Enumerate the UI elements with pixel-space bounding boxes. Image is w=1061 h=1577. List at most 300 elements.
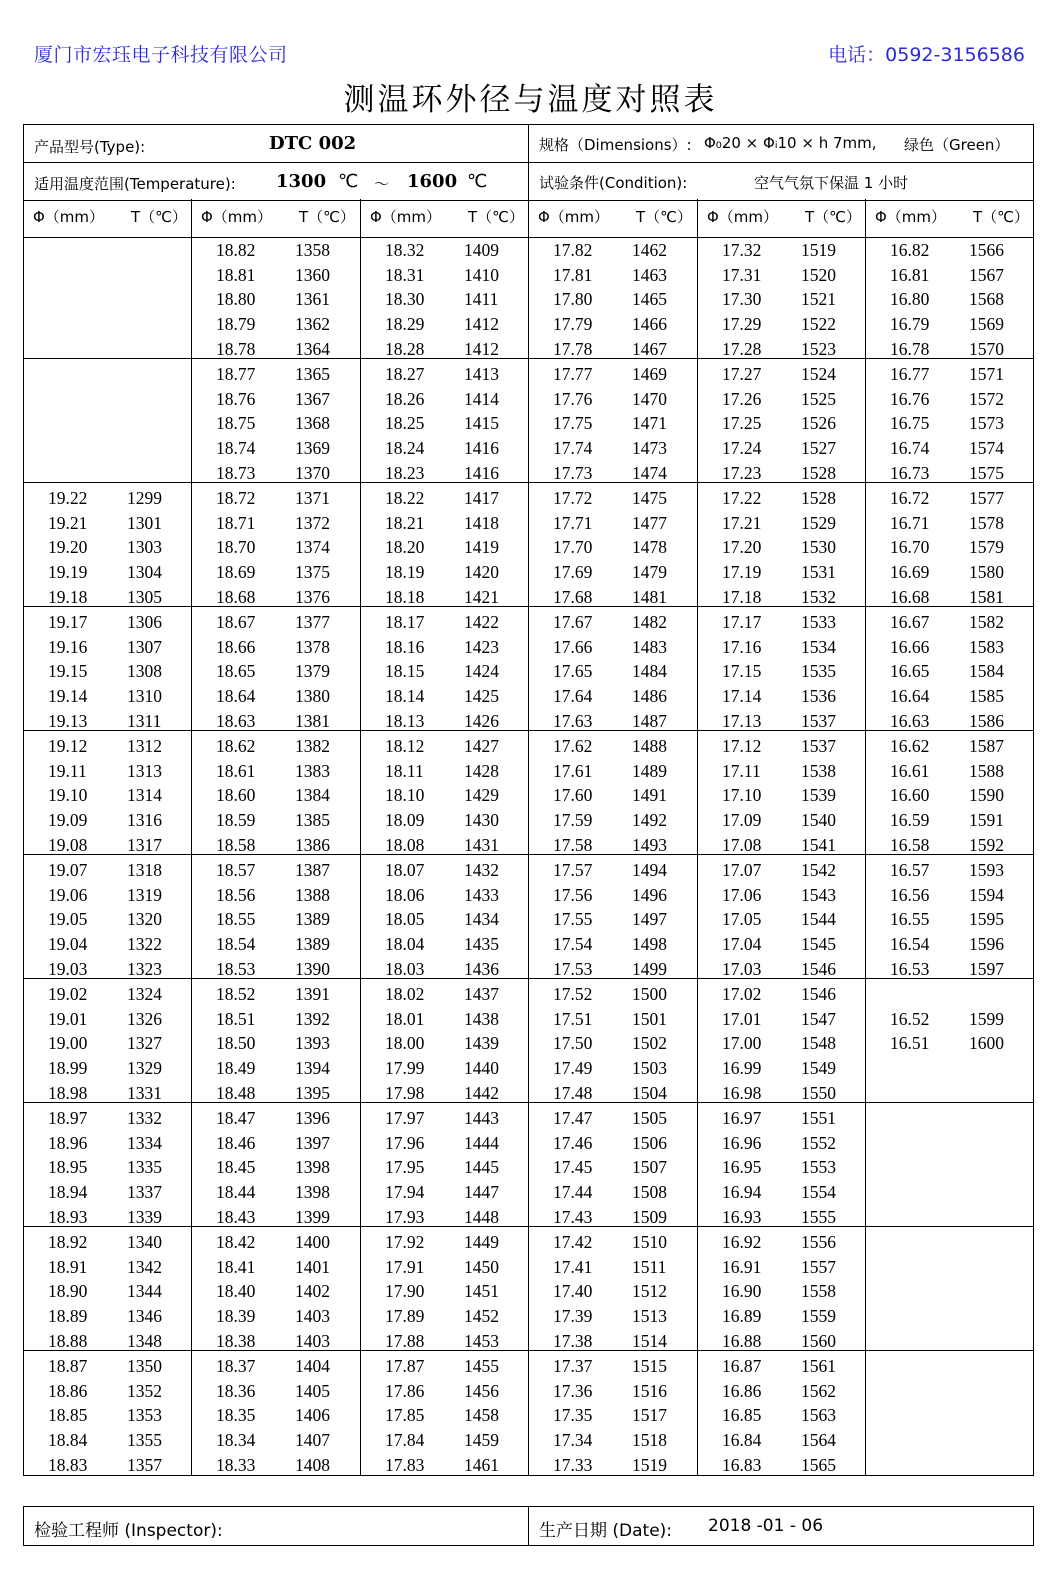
temperature-cell: 1571: [969, 364, 1004, 384]
diameter-cell: 18.04: [385, 934, 425, 955]
temperature-cell: 1344: [127, 1281, 162, 1302]
block-divider: [23, 854, 1034, 855]
diameter-cell: 17.88: [385, 1330, 425, 1351]
temperature-cell: 1581: [969, 586, 1004, 607]
temperature-cell: 1496: [632, 884, 667, 905]
diameter-cell: 19.06: [48, 884, 88, 905]
diameter-cell: 18.31: [385, 264, 425, 285]
temperature-cell: 1408: [295, 1454, 330, 1475]
temperature-cell: 1546: [801, 984, 836, 1004]
diameter-cell: 16.98: [722, 1082, 762, 1103]
temperature-cell: 1519: [632, 1454, 667, 1475]
diameter-cell: 18.86: [48, 1380, 88, 1401]
temperature-cell: 1573: [969, 413, 1004, 434]
diameter-cell: 17.31: [722, 264, 762, 285]
diameter-cell: 19.17: [48, 612, 88, 632]
temperature-cell: 1306: [127, 612, 162, 632]
diameter-cell: 17.63: [553, 710, 593, 731]
diameter-cell: 17.85: [385, 1405, 425, 1426]
diameter-cell: 17.50: [553, 1033, 593, 1054]
temperature-cell: 1524: [801, 364, 836, 384]
diameter-cell: 17.43: [553, 1206, 593, 1227]
temperature-cell: 1516: [632, 1380, 667, 1401]
temperature-cell: 1348: [127, 1330, 162, 1351]
temperature-cell: 1436: [464, 958, 499, 979]
temperature-cell: 1412: [464, 338, 499, 359]
temperature-cell: 1549: [801, 1058, 836, 1079]
temperature-cell: 1551: [801, 1108, 836, 1128]
temperature-cell: 1458: [464, 1405, 499, 1426]
diameter-cell: 17.66: [553, 636, 593, 657]
diameter-cell: 18.70: [216, 537, 256, 558]
diameter-cell: 17.87: [385, 1356, 425, 1376]
diameter-cell: 18.05: [385, 909, 425, 930]
temperature-cell: 1410: [464, 264, 499, 285]
temperature-cell: 1312: [127, 736, 162, 756]
temperature-cell: 1423: [464, 636, 499, 657]
diameter-cell: 17.84: [385, 1430, 425, 1451]
temperature-cell: 1504: [632, 1082, 667, 1103]
diameter-cell: 18.88: [48, 1330, 88, 1351]
temperature-cell: 1385: [295, 810, 330, 831]
page-title: 测温环外径与温度对照表: [343, 82, 718, 118]
temperature-cell: 1313: [127, 760, 162, 781]
temperature-cell: 1579: [969, 537, 1004, 558]
diameter-cell: 18.10: [385, 785, 425, 806]
diameter-cell: 18.52: [216, 984, 256, 1004]
temperature-cell: 1488: [632, 736, 667, 756]
temperature-cell: 1384: [295, 785, 330, 806]
temperature-cell: 1453: [464, 1330, 499, 1351]
temperature-cell: 1537: [801, 736, 836, 756]
diameter-cell: 18.33: [216, 1454, 256, 1475]
temperature-cell: 1400: [295, 1232, 330, 1252]
temperature-cell: 1311: [127, 710, 162, 731]
temperature-cell: 1397: [295, 1132, 330, 1153]
temperature-cell: 1494: [632, 860, 667, 880]
diameter-cell: 17.91: [385, 1256, 425, 1277]
diameter-cell: 18.00: [385, 1033, 425, 1054]
diameter-cell: 18.55: [216, 909, 256, 930]
diameter-cell: 16.70: [890, 537, 930, 558]
diameter-cell: 18.82: [216, 240, 256, 260]
temperature-cell: 1554: [801, 1182, 836, 1203]
diameter-cell: 17.29: [722, 314, 762, 335]
diameter-cell: 17.70: [553, 537, 593, 558]
temperature-cell: 1398: [295, 1157, 330, 1178]
diameter-cell: 17.21: [722, 512, 762, 533]
diameter-cell: 17.04: [722, 934, 762, 955]
diameter-cell: 17.72: [553, 488, 593, 508]
temperature-cell: 1515: [632, 1356, 667, 1376]
temperature-cell: 1378: [295, 636, 330, 657]
temperature-cell: 1417: [464, 488, 499, 508]
temperature-cell: 1416: [464, 438, 499, 459]
diameter-cell: 17.07: [722, 860, 762, 880]
diameter-cell: 17.93: [385, 1206, 425, 1227]
diameter-cell: 17.26: [722, 388, 762, 409]
diameter-cell: 16.88: [722, 1330, 762, 1351]
diameter-cell: 16.93: [722, 1206, 762, 1227]
temperature-cell: 1560: [801, 1330, 836, 1351]
temperature-cell: 1318: [127, 860, 162, 880]
temperature-cell: 1422: [464, 612, 499, 632]
temperature-cell: 1459: [464, 1430, 499, 1451]
temperature-cell: 1372: [295, 512, 330, 533]
diameter-cell: 18.11: [385, 760, 424, 781]
diameter-cell: 18.85: [48, 1405, 88, 1426]
temperature-max: 1600: [407, 171, 458, 192]
diameter-cell: 16.73: [890, 462, 930, 483]
divider: [865, 199, 866, 1476]
temperature-cell: 1428: [464, 760, 499, 781]
temperature-cell: 1299: [127, 488, 162, 508]
diameter-cell: 16.59: [890, 810, 930, 831]
diameter-cell: 18.39: [216, 1306, 256, 1327]
diameter-cell: 17.97: [385, 1108, 425, 1128]
block-divider: [23, 1226, 1034, 1227]
temperature-cell: 1530: [801, 537, 836, 558]
temperature-cell: 1517: [632, 1405, 667, 1426]
diameter-cell: 18.03: [385, 958, 425, 979]
diameter-cell: 17.59: [553, 810, 593, 831]
diameter-cell: 17.68: [553, 586, 593, 607]
diameter-cell: 17.45: [553, 1157, 593, 1178]
divider: [697, 199, 698, 1476]
diameter-cell: 17.99: [385, 1058, 425, 1079]
temperature-cell: 1578: [969, 512, 1004, 533]
temperature-cell: 1500: [632, 984, 667, 1004]
date-label: 生产日期 (Date):: [539, 1521, 673, 1541]
temperature-cell: 1588: [969, 760, 1004, 781]
diameter-cell: 17.28: [722, 338, 762, 359]
diameter-cell: 18.44: [216, 1182, 256, 1203]
temperature-cell: 1382: [295, 736, 330, 756]
temperature-cell: 1450: [464, 1256, 499, 1277]
diameter-cell: 18.62: [216, 736, 256, 756]
temperature-cell: 1448: [464, 1206, 499, 1227]
temperature-cell: 1388: [295, 884, 330, 905]
temperature-cell: 1402: [295, 1281, 330, 1302]
diameter-cell: 16.94: [722, 1182, 762, 1203]
temperature-cell: 1379: [295, 661, 330, 682]
divider: [528, 199, 529, 1476]
temperature-cell: 1521: [801, 289, 836, 310]
diameter-cell: 17.42: [553, 1232, 593, 1252]
temperature-cell: 1558: [801, 1281, 836, 1302]
temperature-cell: 1314: [127, 785, 162, 806]
temperature-cell: 1590: [969, 785, 1004, 806]
diameter-cell: 16.90: [722, 1281, 762, 1302]
block-divider: [23, 606, 1034, 607]
temperature-cell: 1518: [632, 1430, 667, 1451]
temperature-cell: 1303: [127, 537, 162, 558]
temperature-cell: 1565: [801, 1454, 836, 1475]
diameter-cell: 18.49: [216, 1058, 256, 1079]
diameter-cell: 16.55: [890, 909, 930, 930]
diameter-cell: 16.51: [890, 1033, 930, 1054]
temperature-cell: 1350: [127, 1356, 162, 1376]
temperature-cell: 1455: [464, 1356, 499, 1376]
temperature-min: 1300: [276, 171, 327, 192]
temperature-cell: 1442: [464, 1082, 499, 1103]
temperature-cell: 1506: [632, 1132, 667, 1153]
diameter-cell: 18.73: [216, 462, 256, 483]
temperature-cell: 1332: [127, 1108, 162, 1128]
temperature-cell: 1461: [464, 1454, 499, 1475]
temperature-cell: 1512: [632, 1281, 667, 1302]
diameter-cell: 18.66: [216, 636, 256, 657]
diameter-cell: 18.16: [385, 636, 425, 657]
diameter-cell: 18.45: [216, 1157, 256, 1178]
diameter-cell: 17.79: [553, 314, 593, 335]
temperature-cell: 1486: [632, 686, 667, 707]
diameter-cell: 18.22: [385, 488, 425, 508]
temperature-cell: 1594: [969, 884, 1004, 905]
temperature-cell: 1526: [801, 413, 836, 434]
diameter-cell: 19.16: [48, 636, 88, 657]
diameter-cell: 17.78: [553, 338, 593, 359]
column-header-phi: Φ（mm）: [370, 208, 442, 226]
temperature-cell: 1539: [801, 785, 836, 806]
diameter-cell: 17.12: [722, 736, 762, 756]
diameter-cell: 19.02: [48, 984, 88, 1004]
temperature-cell: 1355: [127, 1430, 162, 1451]
diameter-cell: 18.15: [385, 661, 425, 682]
temperature-cell: 1574: [969, 438, 1004, 459]
diameter-cell: 16.66: [890, 636, 930, 657]
diameter-cell: 17.83: [385, 1454, 425, 1475]
temperature-cell: 1564: [801, 1430, 836, 1451]
footer: [23, 1506, 1034, 1546]
column-header-t: T（℃）: [299, 208, 356, 226]
temperature-cell: 1398: [295, 1182, 330, 1203]
temperature-cell: 1593: [969, 860, 1004, 880]
temperature-cell: 1470: [632, 388, 667, 409]
temperature-cell: 1507: [632, 1157, 667, 1178]
column-header-t: T（℃）: [973, 208, 1030, 226]
block-divider: [23, 978, 1034, 979]
diameter-cell: 17.18: [722, 586, 762, 607]
date-value: 2018 -01 - 06: [708, 1516, 824, 1536]
diameter-cell: 18.99: [48, 1058, 88, 1079]
temperature-cell: 1365: [295, 364, 330, 384]
temperature-cell: 1533: [801, 612, 836, 632]
temperature-cell: 1544: [801, 909, 836, 930]
diameter-cell: 18.79: [216, 314, 256, 335]
diameter-cell: 16.79: [890, 314, 930, 335]
diameter-cell: 17.20: [722, 537, 762, 558]
temperature-cell: 1439: [464, 1033, 499, 1054]
temperature-cell: 1326: [127, 1008, 162, 1029]
diameter-cell: 17.13: [722, 710, 762, 731]
diameter-cell: 17.62: [553, 736, 593, 756]
temperature-cell: 1547: [801, 1008, 836, 1029]
temperature-unit: ℃: [338, 171, 359, 192]
diameter-cell: 16.91: [722, 1256, 762, 1277]
temperature-cell: 1357: [127, 1454, 162, 1475]
diameter-cell: 16.64: [890, 686, 930, 707]
temperature-cell: 1555: [801, 1206, 836, 1227]
diameter-cell: 17.58: [553, 834, 593, 855]
temperature-cell: 1568: [969, 289, 1004, 310]
diameter-cell: 16.72: [890, 488, 930, 508]
block-divider: [23, 358, 1034, 359]
temperature-cell: 1479: [632, 562, 667, 583]
temperature-cell: 1600: [969, 1033, 1004, 1054]
diameter-cell: 16.77: [890, 364, 930, 384]
diameter-cell: 16.52: [890, 1008, 930, 1029]
temperature-cell: 1497: [632, 909, 667, 930]
diameter-cell: 18.67: [216, 612, 256, 632]
diameter-cell: 17.17: [722, 612, 762, 632]
temperature-cell: 1569: [969, 314, 1004, 335]
diameter-cell: 18.20: [385, 537, 425, 558]
diameter-cell: 18.65: [216, 661, 256, 682]
diameter-cell: 18.89: [48, 1306, 88, 1327]
diameter-cell: 17.74: [553, 438, 593, 459]
temperature-cell: 1577: [969, 488, 1004, 508]
temperature-cell: 1426: [464, 710, 499, 731]
temperature-cell: 1440: [464, 1058, 499, 1079]
temperature-cell: 1327: [127, 1033, 162, 1054]
diameter-cell: 18.02: [385, 984, 425, 1004]
temperature-cell: 1323: [127, 958, 162, 979]
diameter-cell: 17.38: [553, 1330, 593, 1351]
temperature-cell: 1465: [632, 289, 667, 310]
temperature-cell: 1320: [127, 909, 162, 930]
temperature-cell: 1339: [127, 1206, 162, 1227]
diameter-cell: 18.90: [48, 1281, 88, 1302]
diameter-cell: 18.71: [216, 512, 256, 533]
temperature-cell: 1562: [801, 1380, 836, 1401]
diameter-cell: 18.21: [385, 512, 425, 533]
diameter-cell: 18.64: [216, 686, 256, 707]
temperature-cell: 1478: [632, 537, 667, 558]
temperature-cell: 1525: [801, 388, 836, 409]
temperature-cell: 1403: [295, 1330, 330, 1351]
diameter-cell: 16.76: [890, 388, 930, 409]
diameter-cell: 17.98: [385, 1082, 425, 1103]
temperature-cell: 1430: [464, 810, 499, 831]
temperature-cell: 1393: [295, 1033, 330, 1054]
temperature-cell: 1435: [464, 934, 499, 955]
diameter-cell: 17.96: [385, 1132, 425, 1153]
diameter-cell: 16.89: [722, 1306, 762, 1327]
diameter-cell: 18.98: [48, 1082, 88, 1103]
temperature-cell: 1419: [464, 537, 499, 558]
diameter-cell: 17.53: [553, 958, 593, 979]
diameter-cell: 18.59: [216, 810, 256, 831]
temperature-cell: 1503: [632, 1058, 667, 1079]
condition-label: 试验条件(Condition):: [539, 174, 688, 192]
diameter-cell: 16.58: [890, 834, 930, 855]
diameter-cell: 17.02: [722, 984, 762, 1004]
temperature-cell: 1597: [969, 958, 1004, 979]
temperature-cell: 1456: [464, 1380, 499, 1401]
diameter-cell: 18.18: [385, 586, 425, 607]
diameter-cell: 18.09: [385, 810, 425, 831]
temperature-cell: 1370: [295, 462, 330, 483]
diameter-cell: 17.35: [553, 1405, 593, 1426]
diameter-cell: 17.75: [553, 413, 593, 434]
diameter-cell: 16.92: [722, 1232, 762, 1252]
block-divider: [23, 482, 1034, 483]
model-value: DTC 002: [269, 133, 357, 154]
diameter-cell: 17.82: [553, 240, 593, 260]
temperature-cell: 1585: [969, 686, 1004, 707]
temperature-cell: 1307: [127, 636, 162, 657]
diameter-cell: 19.01: [48, 1008, 88, 1029]
diameter-cell: 16.68: [890, 586, 930, 607]
diameter-cell: 18.41: [216, 1256, 256, 1277]
temperature-cell: 1492: [632, 810, 667, 831]
diameter-cell: 17.03: [722, 958, 762, 979]
temperature-cell: 1556: [801, 1232, 836, 1252]
temperature-cell: 1337: [127, 1182, 162, 1203]
diameter-cell: 18.83: [48, 1454, 88, 1475]
diameter-cell: 17.36: [553, 1380, 593, 1401]
diameter-cell: 18.01: [385, 1008, 425, 1029]
temperature-cell: 1375: [295, 562, 330, 583]
temperature-cell: 1596: [969, 934, 1004, 955]
temperature-cell: 1389: [295, 909, 330, 930]
diameter-cell: 17.25: [722, 413, 762, 434]
diameter-cell: 17.06: [722, 884, 762, 905]
diameter-cell: 18.75: [216, 413, 256, 434]
temperature-cell: 1471: [632, 413, 667, 434]
diameter-cell: 19.04: [48, 934, 88, 955]
temperature-cell: 1475: [632, 488, 667, 508]
temperature-cell: 1452: [464, 1306, 499, 1327]
diameter-cell: 18.26: [385, 388, 425, 409]
diameter-cell: 17.23: [722, 462, 762, 483]
diameter-cell: 18.50: [216, 1033, 256, 1054]
temperature-cell: 1501: [632, 1008, 667, 1029]
column-header-t: T（℃）: [636, 208, 693, 226]
diameter-cell: 19.07: [48, 860, 88, 880]
temperature-cell: 1310: [127, 686, 162, 707]
diameter-cell: 17.24: [722, 438, 762, 459]
diameter-cell: 16.95: [722, 1157, 762, 1178]
temperature-cell: 1438: [464, 1008, 499, 1029]
temperature-cell: 1437: [464, 984, 499, 1004]
diameter-cell: 19.13: [48, 710, 88, 731]
temperature-cell: 1434: [464, 909, 499, 930]
diameter-cell: 18.96: [48, 1132, 88, 1153]
temperature-cell: 1361: [295, 289, 330, 310]
diameter-cell: 18.28: [385, 338, 425, 359]
temperature-cell: 1548: [801, 1033, 836, 1054]
diameter-cell: 19.08: [48, 834, 88, 855]
temperature-cell: 1463: [632, 264, 667, 285]
diameter-cell: 19.14: [48, 686, 88, 707]
diameter-cell: 16.65: [890, 661, 930, 682]
temperature-cell: 1427: [464, 736, 499, 756]
diameter-cell: 18.27: [385, 364, 425, 384]
diameter-cell: 16.78: [890, 338, 930, 359]
temperature-cell: 1353: [127, 1405, 162, 1426]
temperature-cell: 1537: [801, 710, 836, 731]
diameter-cell: 17.08: [722, 834, 762, 855]
diameter-cell: 18.68: [216, 586, 256, 607]
temperature-cell: 1418: [464, 512, 499, 533]
diameter-cell: 17.89: [385, 1306, 425, 1327]
diameter-cell: 17.22: [722, 488, 762, 508]
diameter-cell: 18.87: [48, 1356, 88, 1376]
diameter-cell: 18.13: [385, 710, 425, 731]
temperature-cell: 1491: [632, 785, 667, 806]
